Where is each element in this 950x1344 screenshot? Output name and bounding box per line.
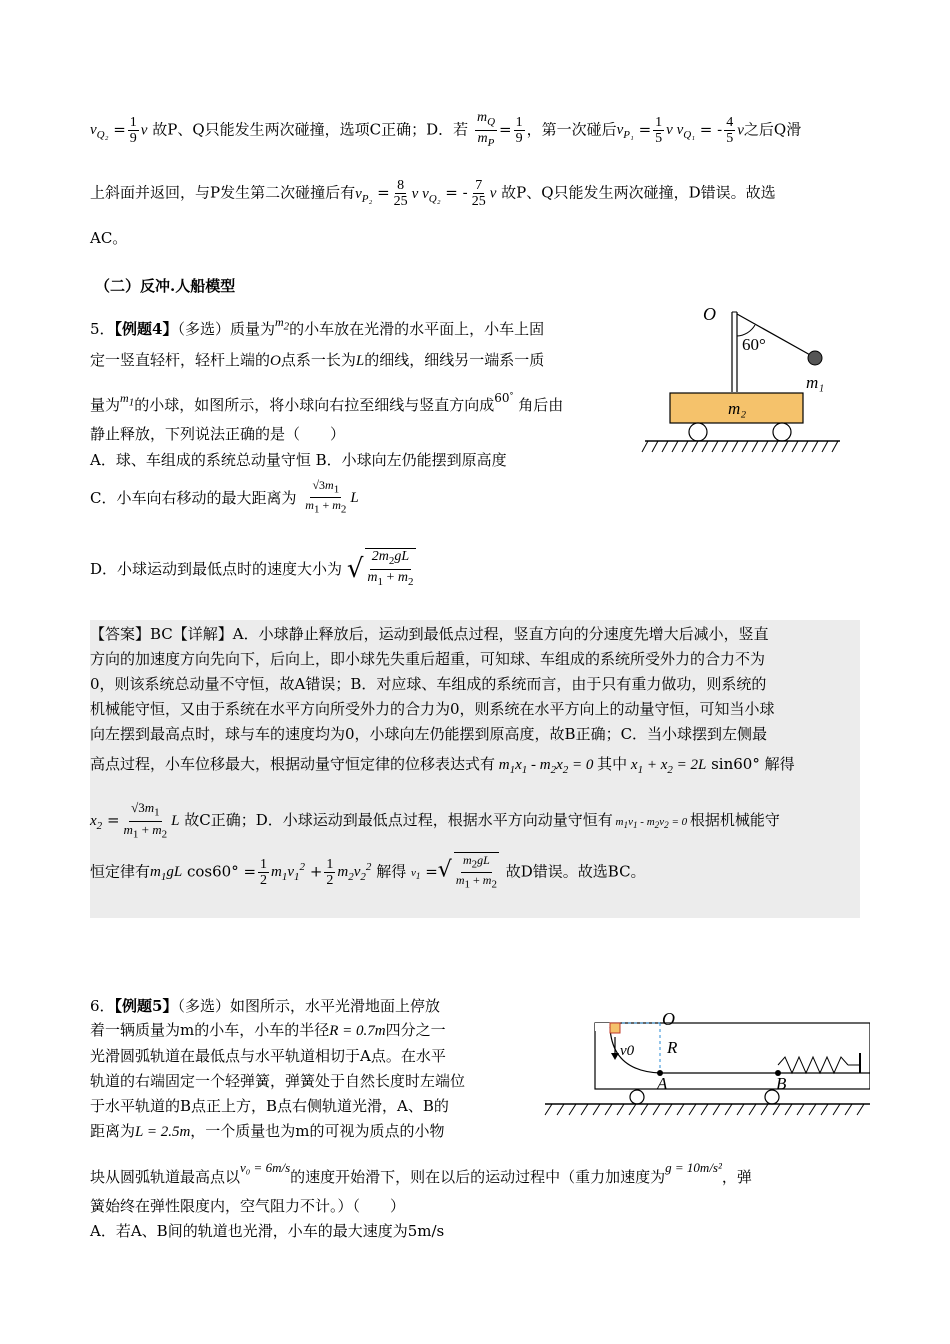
formula-min-speed: $\frac{2m_2gL}{m_1 + m_2}$ [367, 549, 414, 588]
q6-line-8: 簧始终在弹性限度内，空气阻力不计。）（ ） [90, 1197, 406, 1215]
answer-line-5: 向左摆到最高点时，球与车的速度均为0，小球向左仍能摆到原高度，故B正确；C．当小球摆到左侧最 [90, 725, 768, 743]
block [610, 1023, 620, 1033]
top-line-1: $v_{Q_2}$ = $\frac{1}{9}$ v 故P、Q只能发生两次碰撞，选项C正确；D．若 $\frac{m_Q}{m_P}$ = $\frac{1}{9}$ ，第一次碰后$v_{P_1}$ = $\frac{1}{5}$ v $v_{Q_1}$ = - $\frac{4}{5}$ v之后Q滑 [90, 110, 802, 149]
label-B: B [776, 1074, 787, 1093]
cart-arc-spring-figure [540, 1005, 870, 1125]
formula-max-distance: $\frac{√3m_1}{m_1 + m_2}$ [305, 478, 347, 516]
label-m1: m₁ [806, 373, 825, 392]
frac-1-9: $\frac{1}{9}$ [129, 114, 137, 146]
label-v0: v0 [620, 1043, 635, 1059]
q6-line-6: 距离为L = 2.5m，一个质量也为m的可视为质点的小物 [90, 1122, 445, 1140]
answer-line-2: 方向的加速度方向先向下，后向上，即小球先失重后超重，可知球、车组成的系统所受外力的合力不为 [90, 650, 766, 668]
label-O: O [662, 1009, 675, 1029]
answer-line-7: $x_2$ = $\frac{√3m_1}{m_1 + m_2}$ L 故C正确；D．小球运动到最低点过程，根据水平方向动量守恒有 $m_1v_1 - m_2v_2 = 0$ 根据机械能守 [90, 800, 780, 841]
q5-option-a-b: A．球、车组成的系统总动量守恒 B．小球向左仍能摆到原高度 [90, 451, 507, 469]
q5-option-d: D．小球运动到最低点时的速度大小为 √ $\frac{2m_2gL}{m_1 + m_2}$ [90, 549, 414, 588]
q6-line-5: 于水平轨道的B点正上方，B点右侧轨道光滑，A、B的 [90, 1097, 449, 1115]
label-R: R [667, 1038, 678, 1057]
q6-line-3: 光滑圆弧轨道在最低点与水平轨道相切于A点。在水平 [90, 1047, 446, 1065]
q5-line-1: 5．【例题4】（多选）质量为$^{m_2}$的小车放在光滑的水平面上，小车上固 [90, 315, 545, 338]
q5-line-3: 量为$^{m_1}$的小球，如图所示，将小球向右拉至细线与竖直方向成$^{60^\circ}$ 角后由 [90, 391, 564, 414]
top-line-2: 上斜面并返回，与P发生第二次碰撞后有$v_{P_2}$ = $\frac{8}{25}$ v $v_{Q_2}$ = - $\frac{7}{25}$ v 故P、Q只能发生两次碰撞，D错误。故选 [90, 178, 776, 209]
answer-line-4: 机械能守恒，又由于系统在水平方向所受外力的合力为0，则系统在水平方向上的动量守恒，可知当小球 [90, 700, 775, 718]
label-A: A [657, 1074, 668, 1093]
answer-line-1: 【答案】BC【详解】A．小球静止释放后，运动到最低点过程，竖直方向的分速度先增大后减小，竖直 [90, 625, 769, 643]
frac-mq-mp: $\frac{m_Q}{m_P}$ [476, 110, 496, 149]
answer-line-8: 恒定律有$m_1gL$ cos60° = $\frac{1}{2}$ $m_1v_1^2$ + $\frac{1}{2}$ $m_2v_2^2$ 解得 $v_1$ =√ $\frac{m_2gL}{m_1 + m_2}$ 故D错误。故选BC。 [90, 853, 646, 891]
answer-line-6: 高点过程，小车位移最大，根据动量守恒定律的位移表达式有 $m_1x_1 - m_2x_2 = 0$ 其中 $x_1 + x_2 = 2L$ sin60° 解得 [90, 755, 795, 776]
q6-line-1: 6．【例题5】（多选）如图所示，水平光滑地面上停放 [90, 997, 440, 1015]
q6-line-7: 块从圆弧轨道最高点以v₀ = 6m/s的速度开始滑下，则在以后的运动过程中（重力加速度为g = 10m/s²，弹 [90, 1160, 752, 1186]
q5-line-4: 静止释放，下列说法正确的是（ ） [90, 425, 346, 443]
label-m2: m₂ [728, 399, 747, 418]
cart-pendulum-figure [640, 300, 850, 460]
q5-line-2: 定一竖直轻杆，轻杆上端的O点系一长为L的细线，细线另一端系一质 [90, 351, 545, 369]
q6-line-4: 轨道的右端固定一个轻弹簧，弹簧处于自然长度时左端位 [90, 1072, 466, 1090]
spring [778, 1057, 848, 1073]
answer-line-3: 0，则该系统总动量不守恒，故A错误；B．对应球、车组成的系统而言，由于只有重力做功，则系统的 [90, 675, 767, 693]
label-O: O [703, 304, 716, 324]
top-line-3: AC。 [90, 229, 128, 247]
section-title: （二）反冲.人船模型 [95, 277, 236, 295]
ball-m1 [808, 351, 822, 365]
q6-line-2: 着一辆质量为m的小车，小车的半径R = 0.7m四分之一 [90, 1021, 446, 1039]
label-60: 60° [742, 335, 766, 354]
q5-option-c: C．小车向右移动的最大距离为 $\frac{√3m_1}{m_1 + m_2}$ L [90, 478, 359, 516]
q6-option-a: A．若A、B间的轨道也光滑，小车的最大速度为5m/s [90, 1222, 445, 1240]
